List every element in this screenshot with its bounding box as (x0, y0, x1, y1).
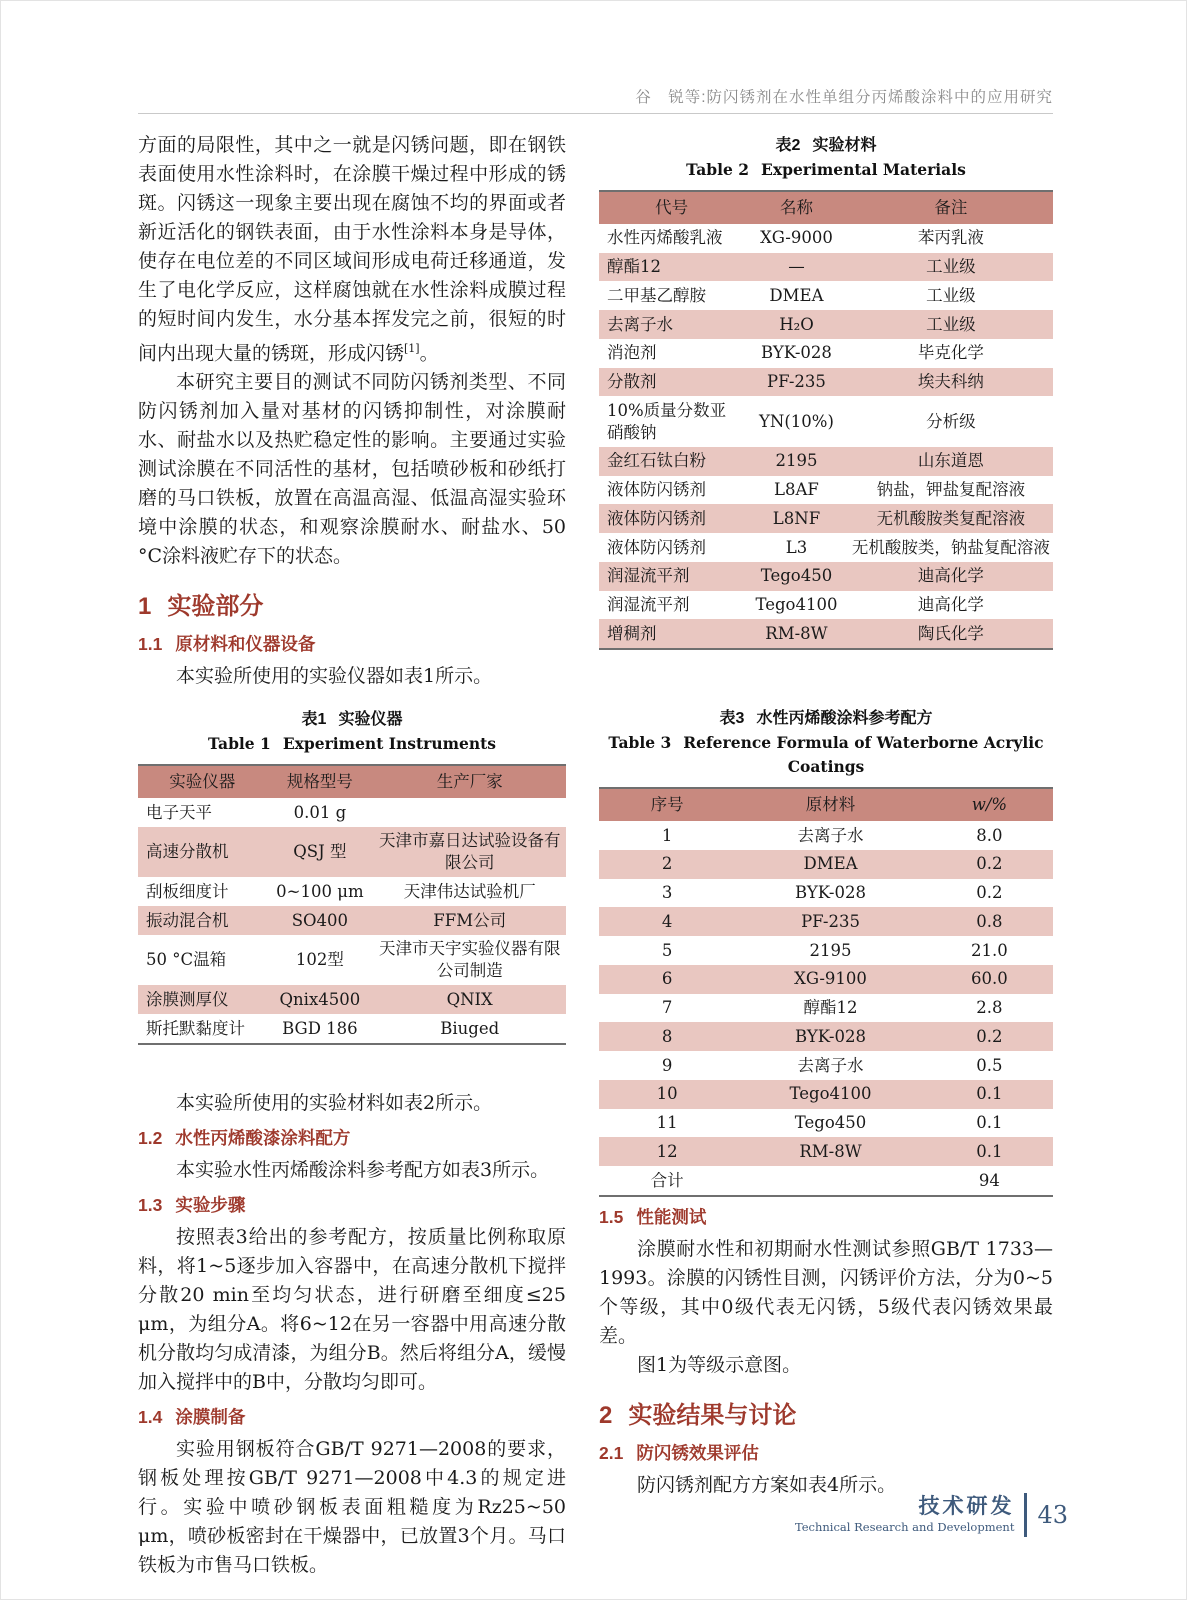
table-number: 表3 (719, 710, 745, 728)
section-number: 2 (599, 1401, 613, 1429)
footer-section-en: Technical Research and Development (794, 1520, 1015, 1534)
table-row (599, 936, 1053, 965)
table-cell: 润湿流平剂 (607, 595, 690, 615)
section-1-5-heading (599, 1204, 1053, 1229)
table-cell: 天津市嘉日达试验设备有限公司 (373, 827, 566, 878)
two-column-content (138, 131, 1053, 1580)
table-cell: 21.0 (971, 940, 1008, 960)
table-row (599, 1166, 1053, 1196)
table-row (599, 1022, 1053, 1051)
table-cell: 0.8 (926, 907, 1053, 936)
table-cell: 0.2 (976, 883, 1003, 903)
column-header: 名称 (744, 191, 848, 224)
table-row (599, 447, 1053, 476)
table-cell: 醇酯12 (803, 998, 858, 1018)
table-cell: 刮板细度计 (146, 881, 229, 901)
table-cell: 2 (599, 850, 735, 879)
table-cell: — (744, 253, 848, 282)
table-row (138, 827, 566, 878)
table-cell: BYK-028 (795, 883, 866, 903)
section-number: 2.1 (599, 1442, 624, 1463)
table-row (599, 1137, 1053, 1166)
table-number: Table 3 (608, 733, 672, 753)
table-cell: BYK-028 (735, 1022, 926, 1051)
table-cell: 0.01 g (293, 802, 347, 822)
table-cell: 迪高化学 (849, 562, 1053, 591)
table-cell: 工业级 (849, 253, 1053, 282)
section-1-3-heading (138, 1192, 566, 1217)
paragraph-table1-ref: 本实验所使用的实验仪器如表1所示。 (176, 665, 493, 688)
paragraph-text: 方面的局限性，其中之一就是闪锈问题，即在钢铁表面使用水性涂料时，在涂膜干燥过程中形成的锈斑。闪锈这一现象主要出现在腐蚀不均的界面或者新近活化的钢铁表面，由于水性涂料本身是导体，使存在电位差的不同区域间形成电荷迁移通道，发生了电化学反应，这样腐蚀就在水性涂料成膜过程的短时间内发生，水分基本挥发完之前，很短的时间内出现大量的锈斑，形成闪锈 (138, 134, 566, 365)
table-cell: DMEA (735, 850, 926, 879)
table-cell: 二甲基乙醇胺 (607, 285, 706, 305)
table-cell: Tego4100 (755, 595, 838, 615)
table-cell: 无机酸胺类，钠盐复配溶液 (851, 537, 1050, 557)
section-1-1-heading (138, 631, 566, 656)
table-cell: 5 (661, 940, 673, 960)
table3-caption (599, 706, 1053, 779)
table-cell: 醇酯12 (599, 253, 744, 282)
column-header: 实验仪器 (138, 765, 266, 798)
table-cell: 工业级 (926, 285, 976, 305)
table-number: Table 2 (686, 160, 750, 179)
table-title: 实验仪器 (338, 711, 403, 729)
table-title: Reference Formula of Waterborne Acrylic (683, 733, 1044, 753)
paragraph-figure1-ref: 图1为等级示意图。 (637, 1353, 802, 1376)
table-cell: 增稠剂 (599, 619, 744, 649)
section-number: 1.5 (599, 1206, 624, 1227)
table-cell: 0.1 (976, 1113, 1003, 1133)
table-cell: 振动混合机 (138, 906, 266, 935)
table-cell: 94 (978, 1170, 1000, 1190)
table-row (599, 879, 1053, 908)
table-cell: 去离子水 (599, 310, 744, 339)
citation-ref: [1] (404, 342, 420, 355)
table-cell: L8AF (774, 480, 819, 500)
section-title: 实验步骤 (175, 1194, 246, 1215)
table-cell: PF-235 (744, 368, 848, 397)
table-cell: L3 (785, 537, 808, 557)
section-title: 实验部分 (167, 593, 264, 621)
section-title: 性能测试 (636, 1206, 707, 1227)
section-title: 涂膜制备 (175, 1406, 246, 1427)
table-cell: 102型 (295, 950, 344, 970)
table-cell (735, 1166, 926, 1196)
paragraph-intro (138, 131, 566, 368)
section-number: 1 (138, 593, 152, 621)
column-header: 生产厂家 (373, 765, 566, 798)
table-title: 水性丙烯酸涂料参考配方 (756, 710, 933, 728)
table-cell: 去离子水 (797, 1055, 864, 1075)
table-cell: Qnix4500 (266, 985, 373, 1014)
left-column (138, 131, 566, 1580)
table-cell: 无机酸胺类复配溶液 (849, 504, 1053, 533)
experimental-materials-table (599, 190, 1053, 650)
table-cell: Tego450 (744, 562, 848, 591)
footer-section-zh: 技术研发 (918, 1495, 1015, 1518)
section-title: 实验结果与讨论 (628, 1401, 797, 1429)
table-cell: 合计 (650, 1170, 684, 1190)
table-number: 表2 (775, 137, 801, 154)
table2-caption (599, 133, 1053, 182)
table-row (599, 965, 1053, 994)
table-row (599, 396, 1053, 447)
table-cell: 电子天平 (146, 802, 212, 822)
table-row (599, 281, 1053, 310)
table-cell: 消泡剂 (607, 343, 657, 363)
table-row (138, 935, 566, 986)
table-cell: 1 (661, 825, 673, 845)
table-cell: 液体防闪锈剂 (607, 537, 706, 557)
table1-caption (138, 707, 566, 756)
table-cell: 斯托默黏度计 (146, 1018, 245, 1038)
table-cell: BGD 186 (282, 1018, 358, 1038)
table-cell: XG-9100 (735, 965, 926, 994)
table-cell: Tego4100 (735, 1080, 926, 1109)
table3-caption-zh (599, 706, 1053, 731)
table-cell: 分析级 (926, 411, 976, 431)
table-row (599, 310, 1053, 339)
table-row (599, 619, 1053, 649)
table-row (599, 1109, 1053, 1138)
table2-caption-en (599, 158, 1053, 182)
footer-divider-bar (1024, 1493, 1027, 1537)
table-row (599, 1051, 1053, 1080)
table-row (138, 985, 566, 1014)
table-cell: 工业级 (849, 310, 1053, 339)
table-cell: 埃夫科纳 (849, 368, 1053, 397)
table-cell: QNIX (373, 985, 566, 1014)
table-cell: 山东道恩 (849, 447, 1053, 476)
table-row (599, 224, 1053, 253)
table-cell: 0~100 μm (276, 881, 364, 901)
right-column (599, 131, 1053, 1580)
table1-caption-en (138, 732, 566, 756)
table-cell: YN(10%) (759, 411, 834, 431)
table-cell: 分散剂 (599, 368, 744, 397)
table-cell: 11 (656, 1113, 678, 1133)
table-row (599, 533, 1053, 562)
table-cell: 金红石钛白粉 (599, 447, 744, 476)
table-row (599, 591, 1053, 620)
table-cell: Tego450 (794, 1113, 867, 1133)
table-number: Table 1 (207, 734, 271, 754)
footer-section-label (795, 1495, 1014, 1535)
section-title: 防闪锈效果评估 (636, 1442, 759, 1463)
table-cell: 钠盐，钾盐复配溶液 (876, 480, 1026, 500)
table-cell: 去离子水 (797, 825, 864, 845)
table-cell: BYK-028 (761, 343, 832, 363)
table-cell: 9 (661, 1055, 673, 1075)
column-header: 序号 (599, 788, 735, 821)
paragraph-table3-ref: 本实验水性丙烯酸涂料参考配方如表3所示。 (176, 1158, 550, 1181)
table-cell: 4 (599, 907, 735, 936)
table-row (599, 253, 1053, 282)
table-cell: XG-9000 (760, 228, 833, 248)
column-header: 规格型号 (266, 765, 373, 798)
table-row (599, 504, 1053, 533)
table-row (599, 850, 1053, 879)
table-cell: 2195 (809, 940, 852, 960)
table-cell: 8 (599, 1022, 735, 1051)
paragraph-table2-ref: 本实验所使用的实验材料如表2所示。 (176, 1091, 493, 1114)
table-cell: 涂膜测厚仪 (138, 985, 266, 1014)
experiment-instruments-table (138, 764, 566, 1045)
page-number: 43 (1037, 1501, 1068, 1529)
table-cell: 水性丙烯酸乳液 (607, 228, 723, 248)
table-cell: 2195 (744, 447, 848, 476)
section-title: 水性丙烯酸漆涂料配方 (175, 1127, 351, 1148)
table-cell: L8NF (744, 504, 848, 533)
table-cell: 0.1 (926, 1080, 1053, 1109)
table-title: Experiment Instruments (282, 734, 497, 754)
section-1-4-heading (138, 1404, 566, 1429)
table-row (599, 339, 1053, 368)
table-row (599, 476, 1053, 505)
table-cell: 毕克化学 (917, 343, 984, 363)
table-cell: 0.2 (926, 1022, 1053, 1051)
section-2-heading (599, 1395, 1053, 1430)
table-cell: 10%质量分数亚硝酸钠 (607, 400, 727, 442)
section-number: 1.1 (138, 634, 163, 655)
section-number: 1.4 (138, 1406, 163, 1427)
table-cell: 60.0 (926, 965, 1053, 994)
page-footer (795, 1493, 1068, 1537)
table-cell: 迪高化学 (917, 595, 984, 615)
table-row (138, 798, 566, 827)
table-cell: 6 (599, 965, 735, 994)
table-row (599, 821, 1053, 850)
table-cell: 液体防闪锈剂 (607, 480, 706, 500)
table1-caption-zh (138, 707, 566, 732)
paragraph-objective: 本研究主要目的测试不同防闪锈剂类型、不同防闪锈剂加入量对基材的闪锈抑制性，对涂膜耐水、耐盐水以及热贮稳定性的影响。主要通过实验测试涂膜在不同活性的基材，包括喷砂板和砂纸打磨的马口铁板，放置在高温高湿、低温高湿实验环境中涂膜的状态，和观察涂膜耐水、耐盐水、50 °C涂料液贮存下的状态。 (138, 371, 566, 568)
table-number: 表1 (301, 711, 327, 729)
table-cell: RM-8W (735, 1137, 926, 1166)
table-cell: 润湿流平剂 (599, 562, 744, 591)
table-cell: 2.8 (976, 998, 1003, 1018)
table3-caption-en2: Coatings (787, 757, 865, 777)
table-cell: 苯丙乳液 (917, 228, 984, 248)
table-cell: FFM公司 (373, 906, 566, 935)
table-cell: DMEA (769, 285, 824, 305)
table-row (599, 1080, 1053, 1109)
table-row (599, 994, 1053, 1023)
table-cell: 12 (599, 1137, 735, 1166)
table-cell: 天津伟达试验机厂 (403, 881, 536, 901)
table-cell (373, 798, 566, 827)
table-cell: 0.2 (926, 850, 1053, 879)
table-cell: QSJ 型 (266, 827, 373, 878)
paragraph-performance-test: 涂膜耐水性和初期耐水性测试参照GB/T 1733—1993。涂膜的闪锈性目测，闪锈评价方法，分为0~5个等级，其中0级代表无闪锈，5级代表闪锈效果最差。 (599, 1237, 1053, 1347)
table-cell: 0.1 (926, 1137, 1053, 1166)
paragraph-end: 。 (419, 342, 439, 365)
section-number: 1.2 (138, 1127, 163, 1148)
table-cell: 50 °C温箱 (146, 950, 227, 970)
column-header: 备注 (849, 191, 1053, 224)
table-row (599, 907, 1053, 936)
header-divider (138, 113, 1053, 114)
paragraph-film-prep: 实验用钢板符合GB/T 9271—2008的要求，钢板处理按GB/T 9271—2008中4.3的规定进行。实验中喷砂钢板表面粗糙度为Rz25~50 μm，喷砂板密封在干燥器中，已放置3个月。马口铁板为市售马口铁板。 (138, 1437, 566, 1576)
table-row (138, 1014, 566, 1044)
section-1-heading (138, 586, 566, 621)
table-cell: 10 (599, 1080, 735, 1109)
table-cell: 7 (661, 998, 673, 1018)
paragraph-table4-ref: 防闪锈剂配方方案如表4所示。 (637, 1473, 897, 1496)
table-row (599, 368, 1053, 397)
column-header: 原材料 (735, 788, 926, 821)
table-cell: 8.0 (976, 825, 1003, 845)
section-1-2-heading (138, 1125, 566, 1150)
table-cell: 0.5 (976, 1055, 1003, 1075)
table-cell: 陶氏化学 (849, 619, 1053, 649)
table-header-row (599, 788, 1053, 821)
table-title: 实验材料 (812, 137, 877, 154)
table-cell: SO400 (266, 906, 373, 935)
table-cell: Biuged (440, 1018, 500, 1038)
table-cell: PF-235 (735, 907, 926, 936)
section-title: 原材料和仪器设备 (175, 634, 316, 655)
section-number: 1.3 (138, 1194, 163, 1215)
table3-caption-en (599, 731, 1053, 755)
table-cell: 天津市天宇实验仪器有限公司制造 (378, 939, 561, 981)
table-header-row (599, 191, 1053, 224)
table-header-row (138, 765, 566, 798)
section-2-1-heading (599, 1440, 1053, 1465)
reference-formula-table (599, 787, 1053, 1197)
table-cell: 液体防闪锈剂 (599, 504, 744, 533)
paragraph-procedure: 按照表3给出的参考配方，按质量比例称取原料，将1~5逐步加入容器中，在高速分散机下搅拌分散20 min至均匀状态，进行研磨至细度≤25 μm，为组分A。将6~12在另一容器中用高速分散机分散均匀成清漆，为组分B。然后将组分A，缓慢加入搅拌中的B中，分散均匀即可。 (138, 1225, 566, 1393)
table-cell: 3 (661, 883, 673, 903)
table-row (138, 906, 566, 935)
table-cell: H₂O (744, 310, 848, 339)
table-cell: 高速分散机 (138, 827, 266, 878)
column-header: 代号 (599, 191, 744, 224)
running-head: 谷 锐等:防闪锈剂在水性单组分丙烯酸涂料中的应用研究 (635, 89, 1053, 106)
table-row (138, 877, 566, 906)
column-header: w/% (926, 788, 1053, 821)
table-title: Experimental Materials (761, 160, 966, 179)
table-cell: RM-8W (744, 619, 848, 649)
table-row (599, 562, 1053, 591)
table2-caption-zh (599, 133, 1053, 158)
